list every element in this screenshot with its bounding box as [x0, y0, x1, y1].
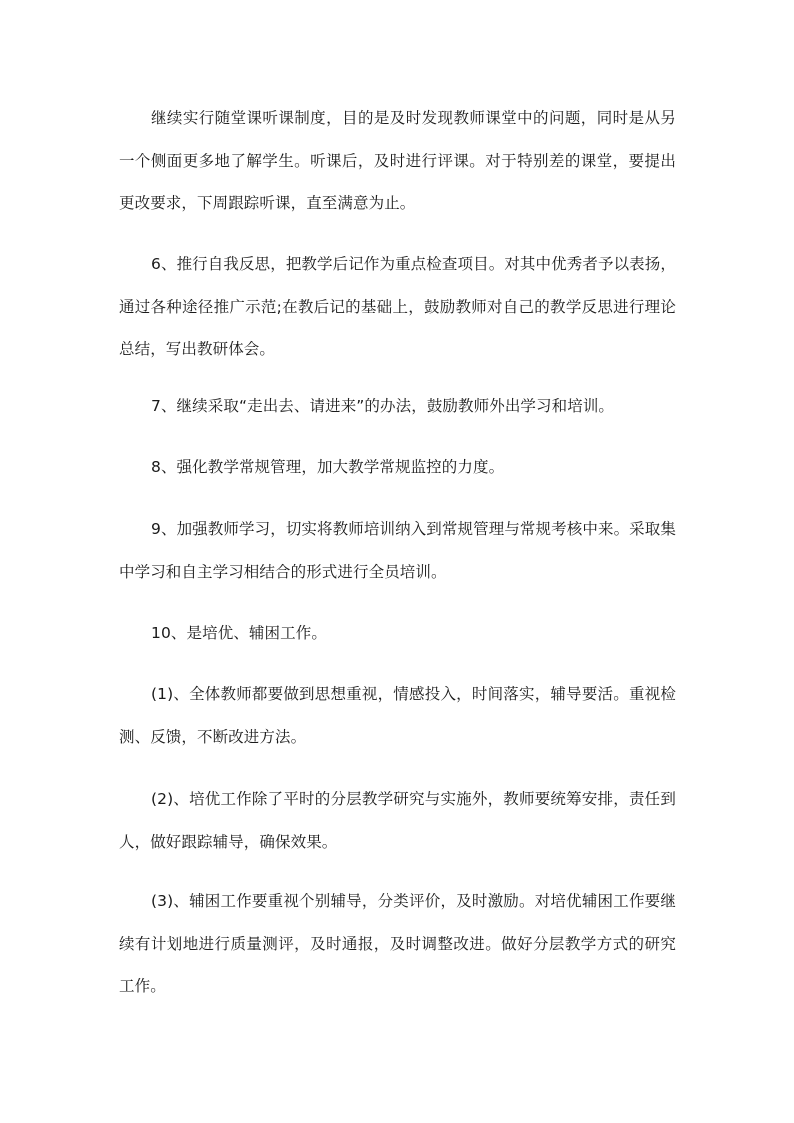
paragraph-item-7: 7、继续采取“走出去、请进来”的办法，鼓励教师外出学习和培训。	[151, 397, 615, 415]
paragraph-classroom-observation: 继续实行随堂课听课制度，目的是及时发现教师课堂中的问题，同时是从另一个侧面更多地了解学生。听课后，及时进行评课。对于特别差的课堂，要提出更改要求，下周跟踪听课，直至满意为止。	[119, 109, 676, 212]
paragraph-item-10: 10、是培优、辅困工作。	[151, 624, 327, 642]
paragraph-subitem-1: (1)、全体教师都要做到思想重视，情感投入，时间落实，辅导要活。重视检测、反馈，不断改进方法。	[119, 685, 676, 746]
paragraph-subitem-3: (3)、辅困工作要重视个别辅导，分类评价，及时激励。对培优辅困工作要继续有计划地进行质量测评，及时通报，及时调整改进。做好分层教学方式的研究工作。	[119, 892, 676, 995]
paragraph-item-6: 6、推行自我反思，把教学后记作为重点检查项目。对其中优秀者予以表扬，通过各种途径推广示范;在教后记的基础上，鼓励教师对自己的教学反思进行理论总结，写出教研体会。	[119, 255, 676, 358]
paragraph-item-8: 8、强化教学常规管理，加大教学常规监控的力度。	[151, 458, 505, 476]
paragraph-subitem-2: (2)、培优工作除了平时的分层教学研究与实施外，教师要统筹安排，责任到人，做好跟踪辅导，确保效果。	[119, 790, 676, 851]
paragraph-item-9: 9、加强教师学习，切实将教师培训纳入到常规管理与常规考核中来。采取集中学习和自主学习相结合的形式进行全员培训。	[119, 520, 676, 581]
